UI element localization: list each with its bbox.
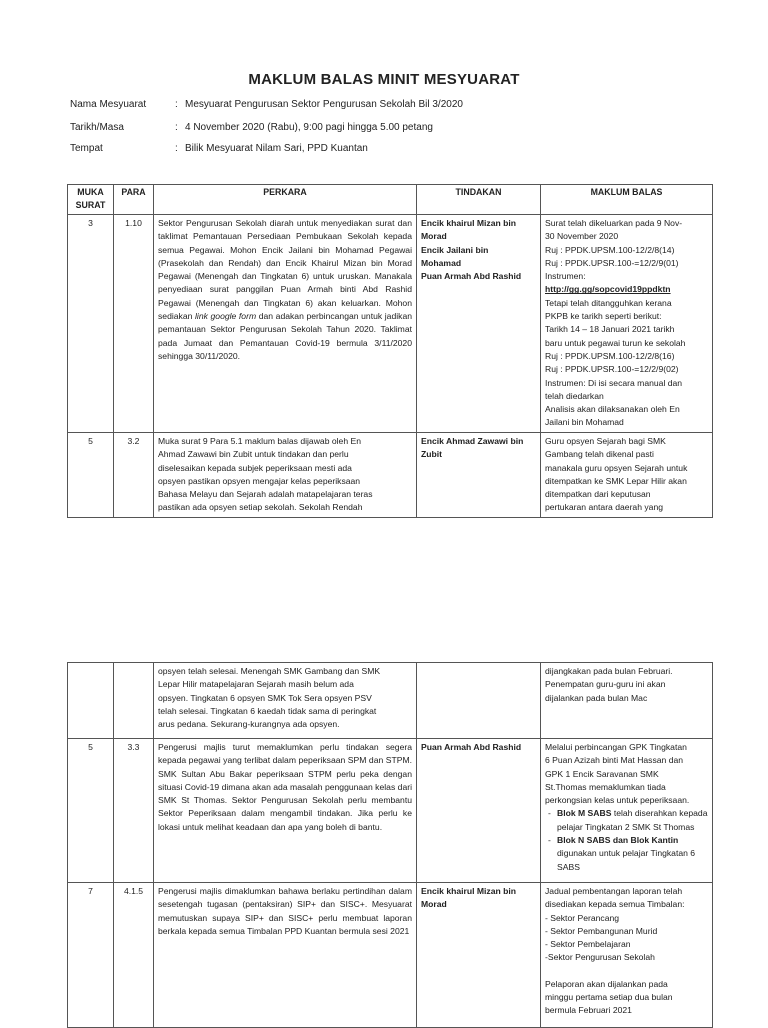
- table-header-row: [68, 185, 713, 215]
- maklum-line: St.Thomas memaklumkan tiada: [545, 781, 666, 792]
- meta-value: 4 November 2020 (Rabu), 9:00 pagi hingga 5.00 petang: [185, 122, 433, 133]
- maklum-line: manakala guru opsyen Sejarah untuk: [545, 462, 688, 473]
- perkara-line: opsyen telah selesai. Menengah SMK Gambang dan SMK: [158, 666, 381, 676]
- bullet-item: [557, 834, 708, 874]
- table-row: [68, 883, 713, 1028]
- tindakan-line: Encik khairul Mizan bin: [421, 218, 517, 228]
- meta-label: Tarikh/Masa: [70, 122, 124, 133]
- cell-maklum-balas: [541, 883, 713, 1028]
- table-row: [68, 433, 713, 518]
- cell-muka-surat: 5: [68, 433, 114, 518]
- cell-tindakan: [417, 433, 541, 518]
- perkara-line: Lepar Hilir matapelajaran Sejarah masih belum ada: [158, 679, 354, 690]
- maklum-line: Jailani bin Mohamad: [545, 417, 624, 428]
- perkara-line: opsyen. Tingkatan 6 opsyen SMK Tok Sera opsyen PSV: [158, 692, 372, 703]
- maklum-line: Surat telah dikeluarkan pada 9 Nov-: [545, 218, 683, 228]
- header-muka-surat: [68, 185, 114, 215]
- tindakan-line: Morad: [421, 231, 447, 242]
- cell-para: 1.10: [114, 215, 154, 433]
- header-para: PARA: [114, 185, 154, 215]
- maklum-line: bermula Februari 2021: [545, 1005, 632, 1016]
- maklum-line-blank: [545, 965, 708, 978]
- cell-maklum-balas: [541, 663, 713, 739]
- meta-colon: :: [175, 122, 178, 133]
- maklum-line: Melalui perbincangan GPK Tingkatan: [545, 742, 687, 752]
- bullet-bold-text: Blok M SABS: [557, 808, 612, 819]
- cell-tindakan: [417, 663, 541, 739]
- cell-muka-surat: 3: [68, 215, 114, 433]
- maklum-line: Tetapi telah ditangguhkan kerana: [545, 297, 672, 308]
- minutes-table-part1: [67, 184, 713, 518]
- perkara-text-cont: dan adakan perbincangan untuk jadikan pemantauan Sektor Pengurusan Sekolah Tahun 2020. Taklimat pada Jumaat dan Pemantauan Covid-19 bermula 3/11/2020 sehingga 30/11/2020.: [158, 311, 412, 361]
- perkara-line: opsyen pastikan opsyen mengajar kelas peperiksaan: [158, 475, 361, 486]
- minutes-table-part2: [67, 662, 713, 1028]
- maklum-line: GPK 1 Encik Saravanan SMK: [545, 768, 659, 779]
- cell-perkara: Pengerusi majlis dimaklumkan bahawa berlaku pertindihan dalam sesetengah tugasan (pentaksiran) SIP+ dan SISC+. Mesyuarat memutuskan supaya SIP+ dan SISC+ perlu membuat laporan berkala kepada semua Timbalan PPD Kuantan bermula sesi 2021: [154, 883, 417, 1028]
- header-perkara: PERKARA: [154, 185, 417, 215]
- meta-colon: :: [175, 143, 178, 154]
- maklum-line: baru untuk pegawai turun ke sekolah: [545, 337, 686, 348]
- maklum-line: PKPB ke tarikh seperti berikut:: [545, 311, 662, 322]
- cell-tindakan: [417, 883, 541, 1028]
- table-row: [68, 739, 713, 883]
- maklum-line: 30 November 2020: [545, 231, 619, 242]
- maklum-line: Ruj : PPDK.UPSR.100-=12/2/9(01): [545, 257, 679, 268]
- cell-para: [114, 663, 154, 739]
- maklum-line: Jadual pembentangan laporan telah: [545, 886, 683, 896]
- tindakan-line: Encik Jailani bin: [421, 244, 489, 255]
- tindakan-line: Puan Armah Abd Rashid: [421, 742, 522, 752]
- perkara-line: telah selesai. Tingkatan 6 kaedah tidak sama di peringkat: [158, 705, 377, 716]
- maklum-line: -Sektor Pengurusan Sekolah: [545, 952, 655, 963]
- meta-label: Tempat: [70, 143, 103, 154]
- maklum-line: Tarikh 14 – 18 Januari 2021 tarikh: [545, 324, 675, 335]
- maklum-line: pertukaran antara daerah yang: [545, 502, 664, 513]
- tindakan-line: Encik khairul Mizan bin: [421, 886, 517, 896]
- bullet-item: [557, 807, 708, 834]
- perkara-line: Muka surat 9 Para 5.1 maklum balas dijawab oleh En: [158, 436, 362, 446]
- perkara-link-text: link google form: [195, 311, 257, 322]
- maklum-line: Analisis akan dilaksanakan oleh En: [545, 404, 680, 415]
- maklum-line: Ruj : PPDK.UPSR.100-=12/2/9(02): [545, 364, 679, 375]
- perkara-line: arus pedana. Sekurang-kurangnya ada opsyen.: [158, 719, 340, 730]
- header-tindakan: TINDAKAN: [417, 185, 541, 215]
- header-maklum-balas: MAKLUM BALAS: [541, 185, 713, 215]
- cell-para: 3.3: [114, 739, 154, 883]
- table-row: [68, 663, 713, 739]
- maklum-line: Gambang telah dikenal pasti: [545, 449, 654, 460]
- cell-para: 3.2: [114, 433, 154, 518]
- meta-value: Mesyuarat Pengurusan Sektor Pengurusan Sekolah Bil 3/2020: [185, 99, 463, 110]
- cell-para: 4.1.5: [114, 883, 154, 1028]
- maklum-line: Penempatan guru-guru ini akan: [545, 679, 666, 690]
- maklum-line: Instrumen:: [545, 271, 586, 282]
- maklum-line: 6 Puan Azizah binti Mat Hassan dan: [545, 755, 684, 766]
- maklum-line: telah diedarkan: [545, 390, 604, 401]
- cell-muka-surat: 5: [68, 739, 114, 883]
- header-surat-text: SURAT: [75, 200, 106, 210]
- cell-muka-surat: [68, 663, 114, 739]
- maklum-line: dijalankan pada bulan Mac: [545, 692, 648, 703]
- cell-tindakan: [417, 739, 541, 883]
- perkara-line: Bahasa Melayu dan Sejarah adalah matapelajaran teras: [158, 489, 373, 500]
- maklum-line: disediakan kepada semua Timbalan:: [545, 899, 685, 910]
- header-muka-text: MUKA: [77, 187, 104, 197]
- perkara-text: Sektor Pengurusan Sekolah diarah untuk menyediakan surat dan taklimat Pemantauan Persediaan Pembukaan Sekolah kepada semua Pegawai. Mohon Encik Jailani bin Mohamad Pegawai (Prasekolah dan Rendah) dan Encik Khairul Mizan bin Morad Pegawai (Menengah dan Tingkatan 6) untuk uruskan. Manakala penyediaan surat panggilan Puan Armah binti Abd Rashid Pegawai (Menengah dan Tingkatan 6) akan keluarkan. Mohon sediakan: [158, 218, 412, 322]
- cell-perkara: [154, 663, 417, 739]
- maklum-line: ditempatkan ke SMK Lepar Hilir akan: [545, 475, 687, 486]
- cell-perkara: Pengerusi majlis turut memaklumkan perlu tindakan segera kepada pegawai yang terlibat dalam peperiksaan SPM dan STPM. SMK Sultan Abu Bakar peperiksaan STPM perlu peka dengan situasi Covid-19 dimana akan ada masalah penggunaan kelas dari SMK St Thomas. Sektor Pengurusan Sekolah perlu membantu Sektor Peperiksaan dalam mengambil tindakan. Jika perlu ke lokasi untuk melihat keadaan dan apa yang boleh di bantu.: [154, 739, 417, 883]
- tindakan-line: Puan Armah Abd Rashid: [421, 271, 522, 282]
- cell-maklum-balas: [541, 215, 713, 433]
- meta-value: Bilik Mesyuarat Nilam Sari, PPD Kuantan: [185, 143, 368, 154]
- maklum-line: Ruj : PPDK.UPSM.100-12/2/8(14): [545, 244, 675, 255]
- maklum-bullet-list: [545, 807, 708, 873]
- tindakan-line: Encik Ahmad Zawawi bin: [421, 436, 524, 446]
- cell-perkara: [154, 215, 417, 433]
- maklum-line: Pelaporan akan dijalankan pada: [545, 978, 668, 989]
- meta-colon: :: [175, 99, 178, 110]
- cell-muka-surat: 7: [68, 883, 114, 1028]
- bullet-text: telah diserahkan kepada pelajar Tingkatan 2 SMK St Thomas: [557, 808, 708, 832]
- instrumen-link[interactable]: http://gg.gg/sopcovid19ppdktn: [545, 284, 671, 295]
- meta-label: Nama Mesyuarat: [70, 99, 147, 110]
- perkara-line: Ahmad Zawawi bin Zubit untuk tindakan dan perlu: [158, 449, 349, 460]
- cell-perkara: [154, 433, 417, 518]
- maklum-line: - Sektor Pembelajaran: [545, 939, 631, 950]
- maklum-line: minggu pertama setiap dua bulan: [545, 992, 673, 1003]
- bullet-bold-text: Blok N SABS dan Blok Kantin: [557, 835, 679, 846]
- bullet-text: digunakan untuk pelajar Tingkatan 6 SABS: [557, 848, 696, 872]
- maklum-line: - Sektor Perancang: [545, 912, 620, 923]
- document-title: MAKLUM BALAS MINIT MESYUARAT: [248, 71, 520, 88]
- tindakan-line: Mohamad: [421, 257, 462, 268]
- table-row: [68, 215, 713, 433]
- maklum-line: Instrumen: Di isi secara manual dan: [545, 377, 683, 388]
- tindakan-line: Morad: [421, 899, 447, 910]
- maklum-line: Ruj : PPDK.UPSM.100-12/2/8(16): [545, 350, 675, 361]
- cell-maklum-balas: [541, 433, 713, 518]
- maklum-line: dijangkakan pada bulan Februari.: [545, 666, 673, 676]
- maklum-line: ditempatkan dari keputusan: [545, 489, 651, 500]
- cell-maklum-balas: [541, 739, 713, 883]
- perkara-line: diselesaikan kepada subjek peperiksaan mesti ada: [158, 462, 352, 473]
- maklum-line: Guru opsyen Sejarah bagi SMK: [545, 436, 666, 446]
- perkara-line: pastikan ada opsyen setiap sekolah. Sekolah Rendah: [158, 502, 363, 513]
- tindakan-line: Zubit: [421, 449, 442, 460]
- maklum-line: perkongsian kelas untuk peperiksaan.: [545, 795, 690, 806]
- maklum-line: - Sektor Pembangunan Murid: [545, 925, 658, 936]
- cell-tindakan: [417, 215, 541, 433]
